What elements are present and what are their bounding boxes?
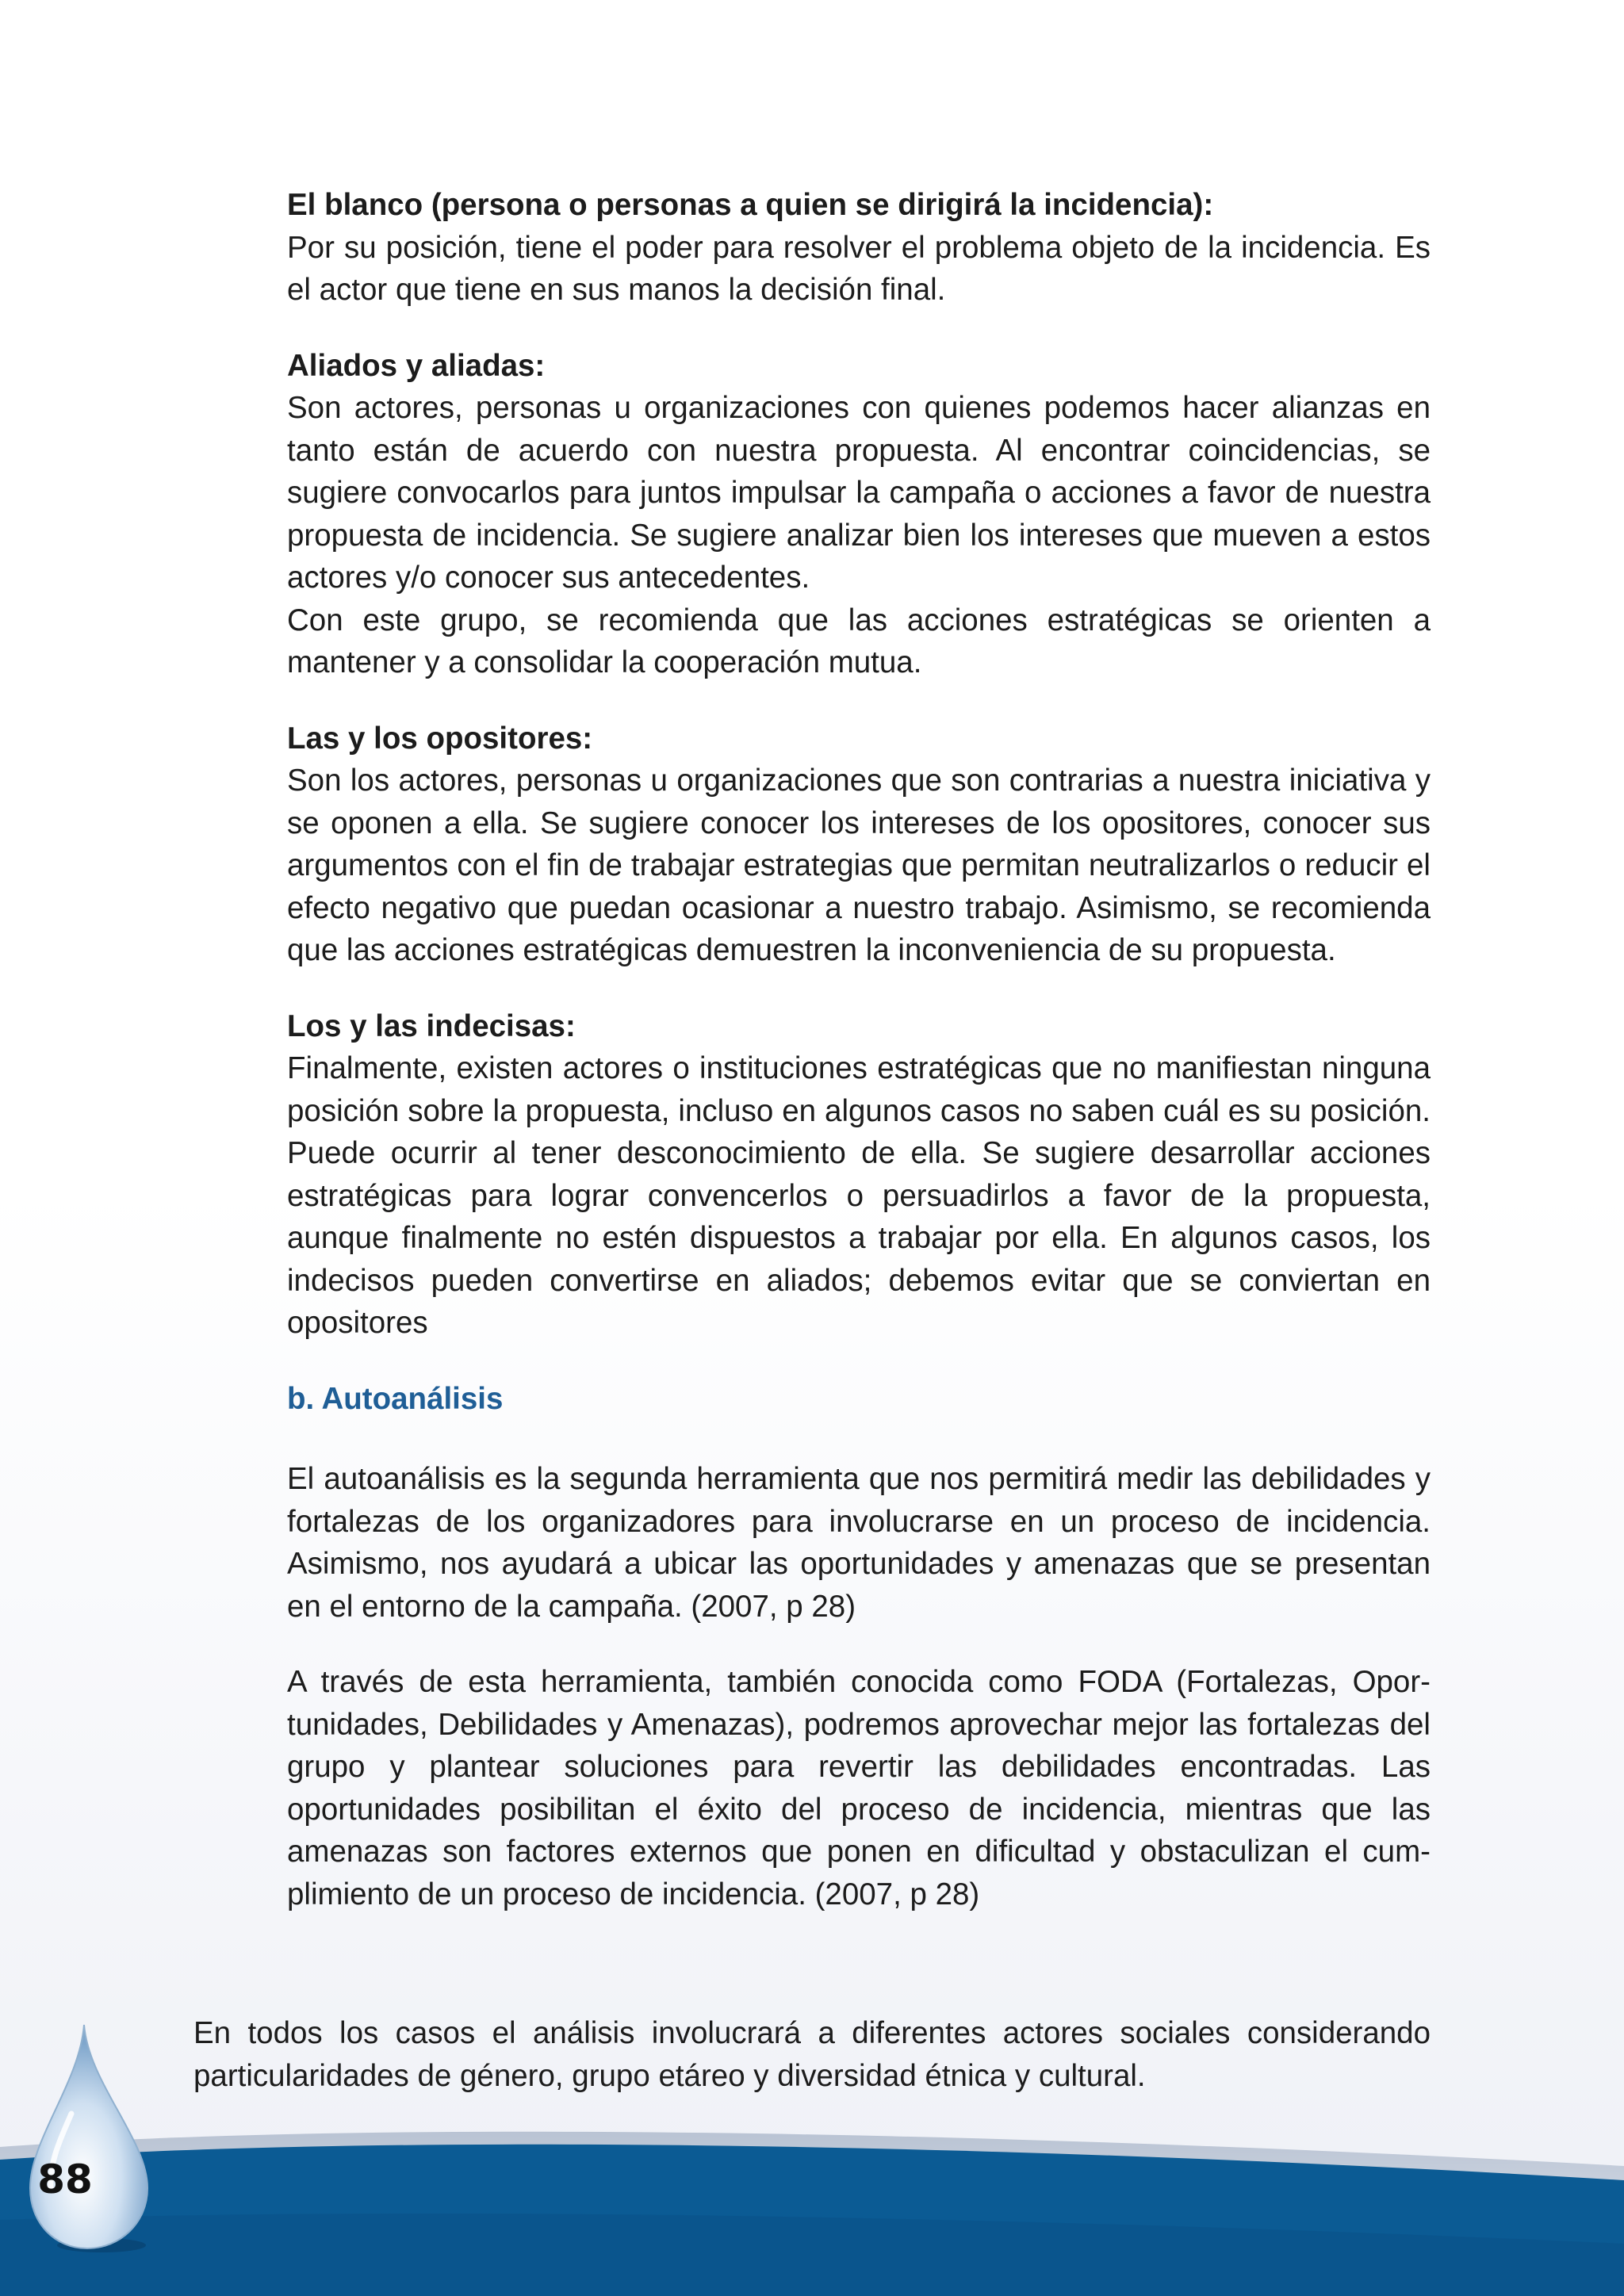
section-paragraph: Con este grupo, se recomienda que las acciones estratégicas se orienten a mantener y a consolidar la cooperación mutua.: [287, 603, 1431, 679]
section-aliados: [287, 345, 1431, 684]
section-paragraph: Son los actores, personas u organizaciones que son contrarias a nuestra iniciativa y se oponen a ella. Se sugiere conocer los intereses de los opositores, conocer sus argumentos con el fin de trabajar estrategias que permitan neutralizarlos o reducir el efecto negativo que puedan ocasionar a nuestro trabajo. Asimismo, se recomienda que las acciones estratégicas demuestren la inconveniencia de su propuesta.: [287, 763, 1431, 967]
section-heading: El blanco (persona o personas a quien se dirigirá la incidencia):: [287, 188, 1214, 222]
page-number: 88: [37, 2156, 93, 2202]
section-heading: Aliados y aliadas:: [287, 348, 546, 383]
section-paragraph: Finalmente, existen actores o instituciones estratégicas que no manifiestan ninguna posición sobre la propuesta, incluso en algunos casos no saben cuál es su posición. Puede ocurrir al tener desconocimiento de ella. Se sugiere desarrollar acciones estratégicas para lograr convencerlos o persuadirlos a favor de la propuesta, aunque finalmente no estén dispuestos a trabajar por ella. En algunos casos, los indecisos pueden convertirse en aliados; debemos evitar que se conviertan en opositores: [287, 1051, 1431, 1340]
section-heading: Los y las indecisas:: [287, 1008, 576, 1043]
subsection-paragraph-block: [287, 1661, 1431, 1915]
section-paragraph: Por su posición, tiene el poder para resolver el problema objeto de la incidencia. Es el actor que tiene en sus manos la decisión final.: [287, 230, 1431, 307]
section-heading: Las y los opositores:: [287, 721, 593, 756]
section-opositores: [287, 718, 1431, 972]
subsection-paragraph: El autoanálisis es la segunda herramienta que nos permitirá medir las debilidades y fortalezas de los organizadores para involucrarse en un proceso de incidencia. Asimismo, nos ayudará a ubicar las oportunidades y amenazas que se presentan en el entorno de la campaña. (2007, p 28): [287, 1462, 1431, 1624]
subsection-paragraph-block: [287, 1458, 1431, 1628]
closing-paragraph: En todos los casos el análisis involucrará a diferentes actores sociales considerando particularidades de género, grupo etáreo y diversidad étnica y cultural.: [193, 2016, 1431, 2093]
water-drop-icon: [29, 2020, 155, 2258]
main-content: [287, 184, 1431, 1949]
section-blanco: [287, 184, 1431, 312]
subsection-title: b. Autoanálisis: [287, 1381, 504, 1416]
subsection-paragraph: A través de esta herramienta, también conocida como FODA (Fortalezas, Oportunidades, Debilidades y Amenazas), podremos aprovechar mejor las fortalezas del grupo y plantear soluciones para revertir las debilidades encontradas. Las oportunidades posibilitan el éxito del proceso de incidencia, mientras que las amenazas son factores externos que ponen en dificultad y obstaculizan el cumplimiento de un proceso de incidencia. (2007, p 28): [287, 1665, 1431, 1911]
footer-wave: [0, 2125, 1624, 2296]
section-paragraph: Son actores, personas u organizaciones con quienes podemos hacer alianzas en tanto están de acuerdo con nuestra propuesta. Al encontrar coincidencias, se sugiere convocarlos para juntos impulsar la campaña o acciones a favor de nuestra propuesta de incidencia. Se sugiere analizar bien los intereses que mueven a estos actores y/o conocer sus antecedentes.: [287, 391, 1431, 595]
section-indecisas: [287, 1005, 1431, 1345]
